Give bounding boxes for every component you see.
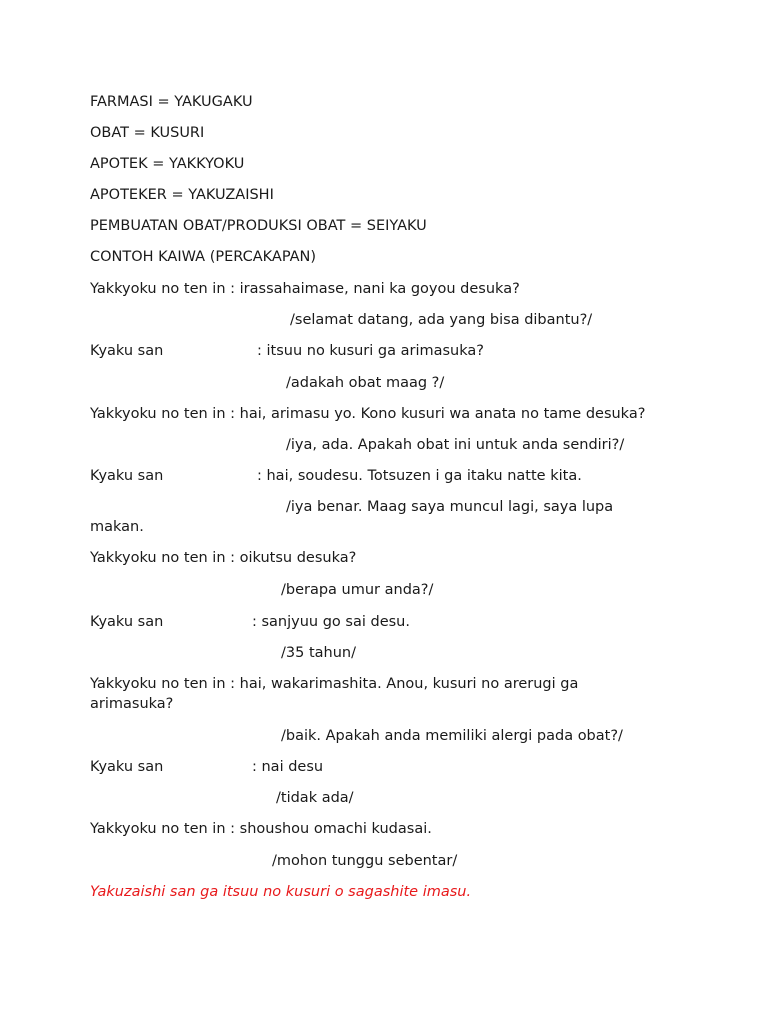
translation: /mohon tunggu sebentar/ (272, 853, 458, 869)
translation-continued: makan. (90, 519, 144, 535)
utterance: : oikutsu desuka? (230, 550, 357, 566)
speaker-name: Yakkyoku no ten in (90, 406, 226, 422)
utterance-continued: arimasuka? (90, 696, 174, 712)
speaker-name: Kyaku san (90, 343, 164, 359)
translation: /iya, ada. Apakah obat ini untuk anda sendiri?/ (286, 437, 625, 453)
translation: /baik. Apakah anda memiliki alergi pada obat?/ (281, 728, 623, 744)
dialog-line (90, 674, 578, 694)
translation: /iya benar. Maag saya muncul lagi, saya lupa (286, 499, 614, 515)
speaker-name: Kyaku san (90, 614, 164, 630)
speaker-name: Yakkyoku no ten in (90, 281, 226, 297)
closing-sentence: Yakuzaishi san ga itsuu no kusuri o sagashite imasu. (90, 884, 472, 900)
utterance: : hai, arimasu yo. Kono kusuri wa anata no tame desuka? (230, 406, 646, 422)
translation: /berapa umur anda?/ (281, 582, 434, 598)
translation: /selamat datang, ada yang bisa dibantu?/ (290, 312, 593, 328)
speaker-name: Kyaku san (90, 759, 164, 775)
section-title: CONTOH KAIWA (PERCAKAPAN) (90, 249, 317, 265)
speaker-name: Yakkyoku no ten in (90, 550, 226, 566)
dialog-line (90, 404, 645, 424)
utterance: : irassahaimase, nani ka goyou desuka? (230, 281, 520, 297)
translation: /tidak ada/ (276, 790, 354, 806)
vocab-pembuatan-obat: PEMBUATAN OBAT/PRODUKSI OBAT = SEIYAKU (90, 218, 427, 234)
utterance: : shoushou omachi kudasai. (230, 821, 432, 837)
utterance: : itsuu no kusuri ga arimasuka? (257, 343, 484, 359)
vocab-apotek: APOTEK = YAKKYOKU (90, 156, 245, 172)
utterance: : hai, soudesu. Totsuzen i ga itaku natte kita. (257, 468, 582, 484)
vocab-obat: OBAT = KUSURI (90, 125, 205, 141)
dialog-line (90, 819, 432, 839)
dialog-line (90, 548, 356, 568)
speaker-name: Kyaku san (90, 468, 164, 484)
dialog-line (90, 279, 520, 299)
vocab-farmasi: FARMASI = YAKUGAKU (90, 94, 253, 110)
speaker-name: Yakkyoku no ten in (90, 676, 226, 692)
utterance: : hai, wakarimashita. Anou, kusuri no arerugi ga (230, 676, 579, 692)
vocab-apoteker: APOTEKER = YAKUZAISHI (90, 187, 274, 203)
speaker-name: Yakkyoku no ten in (90, 821, 226, 837)
translation: /35 tahun/ (281, 645, 356, 661)
utterance: : sanjyuu go sai desu. (252, 614, 410, 630)
utterance: : nai desu (252, 759, 324, 775)
translation: /adakah obat maag ?/ (286, 375, 445, 391)
